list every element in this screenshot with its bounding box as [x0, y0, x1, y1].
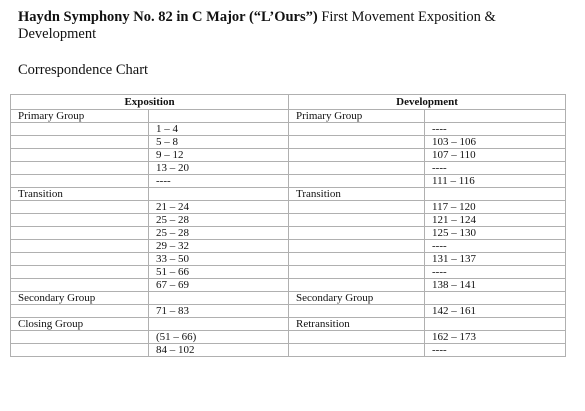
exposition-section-label	[11, 214, 149, 227]
development-measures	[425, 110, 566, 123]
exposition-measures: 84 – 102	[149, 344, 289, 357]
development-measures: ----	[425, 344, 566, 357]
table-body	[11, 110, 566, 357]
table-row	[11, 344, 566, 357]
table-row	[11, 123, 566, 136]
exposition-section-label: Closing Group	[11, 318, 149, 331]
development-section-label	[289, 214, 425, 227]
development-section-label	[289, 331, 425, 344]
development-measures: 103 – 106	[425, 136, 566, 149]
development-measures	[425, 188, 566, 201]
exposition-measures: 9 – 12	[149, 149, 289, 162]
table-row	[11, 266, 566, 279]
exposition-measures: ----	[149, 175, 289, 188]
exposition-section-label	[11, 136, 149, 149]
header-exposition: Exposition	[11, 95, 289, 110]
exposition-measures: 51 – 66	[149, 266, 289, 279]
exposition-section-label	[11, 240, 149, 253]
exposition-measures: 1 – 4	[149, 123, 289, 136]
exposition-measures	[149, 110, 289, 123]
exposition-section-label: Transition	[11, 188, 149, 201]
table-row	[11, 162, 566, 175]
development-section-label	[289, 279, 425, 292]
development-measures: 138 – 141	[425, 279, 566, 292]
development-measures: 125 – 130	[425, 227, 566, 240]
exposition-section-label	[11, 201, 149, 214]
development-section-label	[289, 266, 425, 279]
exposition-measures: 29 – 32	[149, 240, 289, 253]
exposition-section-label	[11, 305, 149, 318]
exposition-section-label: Primary Group	[11, 110, 149, 123]
table-row	[11, 110, 566, 123]
header-development: Development	[289, 95, 566, 110]
development-section-label: Secondary Group	[289, 292, 425, 305]
development-measures: ----	[425, 240, 566, 253]
table-row	[11, 240, 566, 253]
development-section-label	[289, 201, 425, 214]
exposition-section-label	[11, 175, 149, 188]
development-measures: 111 – 116	[425, 175, 566, 188]
exposition-section-label	[11, 331, 149, 344]
development-measures	[425, 318, 566, 331]
development-section-label: Retransition	[289, 318, 425, 331]
table-row	[11, 318, 566, 331]
table-row	[11, 175, 566, 188]
table-row	[11, 253, 566, 266]
exposition-measures: 71 – 83	[149, 305, 289, 318]
exposition-measures	[149, 292, 289, 305]
exposition-measures: 21 – 24	[149, 201, 289, 214]
development-measures: ----	[425, 123, 566, 136]
table-row	[11, 227, 566, 240]
table-row	[11, 305, 566, 318]
exposition-measures: (51 – 66)	[149, 331, 289, 344]
exposition-measures: 13 – 20	[149, 162, 289, 175]
exposition-measures: 25 – 28	[149, 214, 289, 227]
document-title-bold: Haydn Symphony No. 82 in C Major (“L’Ours”)	[18, 9, 318, 25]
table-row	[11, 214, 566, 227]
development-section-label: Primary Group	[289, 110, 425, 123]
development-measures: 162 – 173	[425, 331, 566, 344]
development-measures: 117 – 120	[425, 201, 566, 214]
development-measures: ----	[425, 162, 566, 175]
development-measures	[425, 292, 566, 305]
exposition-measures	[149, 318, 289, 331]
exposition-measures: 67 – 69	[149, 279, 289, 292]
document-title	[18, 9, 573, 43]
chart-subtitle: Correspondence Chart	[18, 62, 149, 78]
development-measures: 107 – 110	[425, 149, 566, 162]
development-section-label	[289, 305, 425, 318]
table-row	[11, 331, 566, 344]
exposition-section-label	[11, 344, 149, 357]
table-header-row	[11, 95, 566, 110]
exposition-section-label: Secondary Group	[11, 292, 149, 305]
development-measures: ----	[425, 266, 566, 279]
exposition-measures	[149, 188, 289, 201]
exposition-section-label	[11, 162, 149, 175]
correspondence-table	[10, 94, 566, 357]
development-measures: 142 – 161	[425, 305, 566, 318]
development-section-label: Transition	[289, 188, 425, 201]
exposition-measures: 33 – 50	[149, 253, 289, 266]
development-section-label	[289, 253, 425, 266]
development-section-label	[289, 175, 425, 188]
exposition-section-label	[11, 253, 149, 266]
development-section-label	[289, 123, 425, 136]
table-row	[11, 201, 566, 214]
document-title-rest: First Movement Exposition & Development	[18, 9, 496, 42]
exposition-section-label	[11, 227, 149, 240]
exposition-section-label	[11, 266, 149, 279]
development-section-label	[289, 240, 425, 253]
table-row	[11, 188, 566, 201]
exposition-section-label	[11, 149, 149, 162]
exposition-section-label	[11, 279, 149, 292]
development-section-label	[289, 344, 425, 357]
development-section-label	[289, 136, 425, 149]
development-measures: 131 – 137	[425, 253, 566, 266]
development-section-label	[289, 162, 425, 175]
development-measures: 121 – 124	[425, 214, 566, 227]
table-row	[11, 136, 566, 149]
exposition-measures: 25 – 28	[149, 227, 289, 240]
development-section-label	[289, 149, 425, 162]
development-section-label	[289, 227, 425, 240]
exposition-measures: 5 – 8	[149, 136, 289, 149]
table-row	[11, 279, 566, 292]
table-row	[11, 149, 566, 162]
exposition-section-label	[11, 123, 149, 136]
table-row	[11, 292, 566, 305]
